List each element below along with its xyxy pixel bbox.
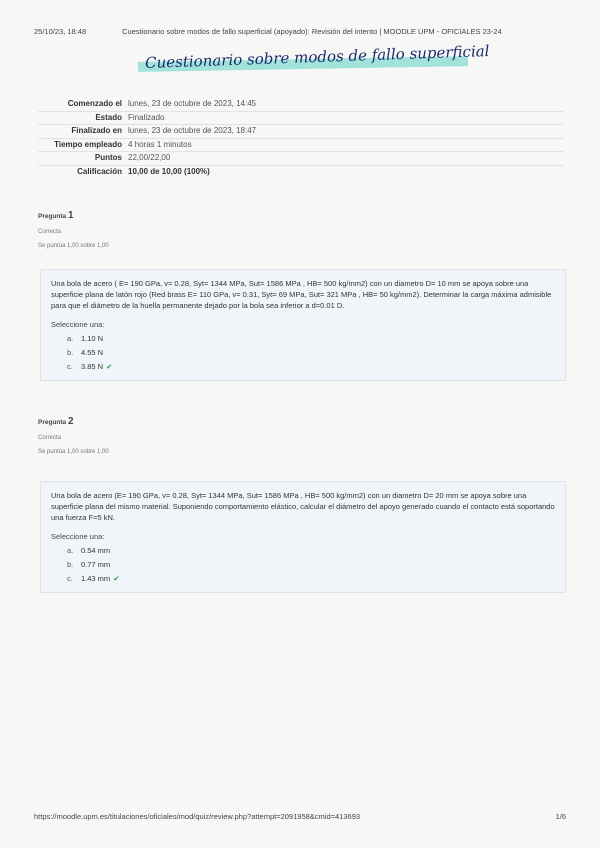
correct-check-icon: ✔ xyxy=(106,362,113,371)
answer-letter: b. xyxy=(67,348,74,357)
footer-page: 1/6 xyxy=(555,812,566,821)
print-title: Cuestionario sobre modos de fallo superficial (apoyado): Revisión del intento | MOODLE UPM - OFICIALES 23-24 xyxy=(122,27,502,36)
attempt-summary-table xyxy=(38,98,564,178)
summary-label: Calificación xyxy=(77,166,122,176)
summary-label: Puntos xyxy=(94,153,122,162)
question-label: Pregunta xyxy=(38,213,67,220)
summary-value: 22,00/22,00 xyxy=(128,153,171,162)
answer-text: 1.43 mm xyxy=(81,574,111,583)
summary-label: Tiempo empleado xyxy=(54,139,122,149)
question-points: Se puntúa 1,00 sobre 1,00 xyxy=(38,243,109,249)
question-number-value: 1 xyxy=(67,210,74,221)
answer-letter: c. xyxy=(67,362,73,371)
footer-url: https://moodle.upm.es/titulaciones/oficiales/mod/quiz/review.php?attempt=2091958&cmid=413693 xyxy=(34,812,361,821)
answer-option[interactable] xyxy=(67,573,555,584)
summary-row-started xyxy=(38,98,564,111)
answer-letter: c. xyxy=(67,574,73,583)
summary-label: Estado xyxy=(95,112,122,122)
answer-option[interactable] xyxy=(67,545,555,556)
question-info xyxy=(38,416,109,463)
question-status: Correcta xyxy=(38,229,62,235)
question-status: Correcta xyxy=(38,435,62,441)
summary-row-state xyxy=(38,112,564,125)
answer-letter: a. xyxy=(67,334,74,343)
answer-text: 3.85 N xyxy=(81,362,104,371)
answer-option[interactable] xyxy=(67,559,555,570)
summary-row-finished xyxy=(38,125,564,138)
correct-check-icon: ✔ xyxy=(113,574,120,583)
summary-value: Finalizado xyxy=(128,112,165,122)
question-number xyxy=(38,416,109,427)
answer-option[interactable] xyxy=(67,333,555,344)
answer-prompt: Seleccione una: xyxy=(51,320,105,329)
summary-row-time-taken xyxy=(38,139,564,152)
summary-value: 4 horas 1 minutos xyxy=(128,139,192,149)
summary-value: 10,00 de 10,00 (100%) xyxy=(128,166,210,176)
question-points: Se puntúa 1,00 sobre 1,00 xyxy=(38,449,109,455)
answer-text: 1.10 N xyxy=(81,334,104,343)
question-box xyxy=(40,269,566,381)
answer-prompt: Seleccione una: xyxy=(51,532,105,541)
summary-value: lunes, 23 de octubre de 2023, 18:47 xyxy=(128,126,257,135)
answer-option[interactable] xyxy=(67,361,555,372)
answer-option[interactable] xyxy=(67,347,555,358)
answer-text: 4.55 N xyxy=(81,348,104,357)
answer-letter: a. xyxy=(67,546,74,555)
print-footer xyxy=(34,812,566,821)
question-text: Una bola de acero (E= 190 GPa, v= 0.28, Syt= 1344 MPa, Sut= 1586 MPa , HB= 500 kg/mm2) con un diametro D= 20 mm se apoya sobre una superficie plana del mismo material. Suponiendo comportamiento elástico, calcular el diámetro del apoyo generado cuando el contacto está soportando una fuerza F=5 kN. xyxy=(51,491,555,522)
question-text: Una bola de acero ( E= 190 GPa, v= 0.28, Syt= 1344 MPa, Sut= 1586 MPa , HB= 500 kg/mm2) con un diametro D= 10 mm se apoya sobre una superficie plana de latón rojo (Red brass E= 110 GPa, v= 0.31, Syt= 69 MPa, Sut= 321 MPa , HB= 50 kg/mm2). Determinar la carga máxima admisible para que el diámetro de la huella permanente dejado por la bola sea inferior a d=0.01 D. xyxy=(51,279,552,310)
summary-label: Finalizado en xyxy=(71,126,122,135)
summary-label: Comenzado el xyxy=(67,99,122,108)
question-number xyxy=(38,210,109,221)
handwritten-note: Cuestionario sobre modos de fallo superficial xyxy=(144,41,490,73)
answer-text: 0.77 mm xyxy=(81,560,111,569)
question-info xyxy=(38,210,109,257)
answer-text: 0.54 mm xyxy=(81,546,111,555)
question-label: Pregunta xyxy=(38,419,67,426)
question-number-value: 2 xyxy=(67,416,74,427)
summary-value: lunes, 23 de octubre de 2023, 14:45 xyxy=(128,99,257,108)
print-datetime: 25/10/23, 18:48 xyxy=(34,27,87,36)
question-box xyxy=(40,481,566,593)
answer-letter: b. xyxy=(67,560,74,569)
summary-row-points xyxy=(38,152,564,165)
summary-row-grade xyxy=(38,166,564,179)
print-header xyxy=(34,27,566,36)
